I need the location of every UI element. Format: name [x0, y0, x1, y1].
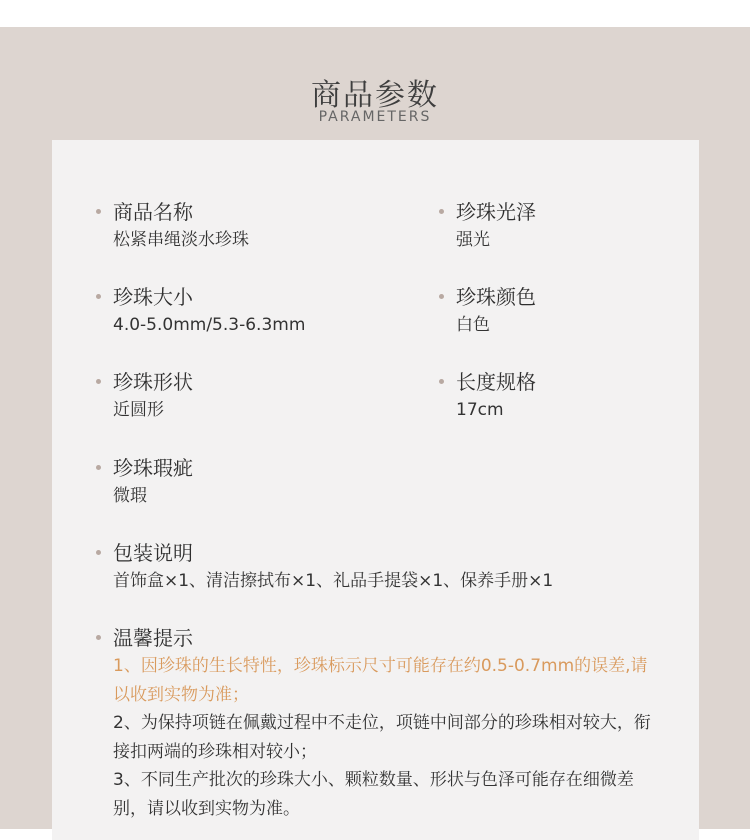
bullet-icon	[96, 294, 101, 299]
bullet-icon	[96, 379, 101, 384]
param-product-name	[113, 198, 249, 254]
param-label: 珍珠瑕疵	[113, 456, 193, 480]
tip-note: 3、不同生产批次的珍珠大小、颗粒数量、形状与色泽可能存在细微差别，请以收到实物为准。	[113, 770, 634, 819]
param-length-spec	[456, 368, 536, 424]
param-value: 松紧串绳淡水珍珠	[113, 230, 249, 250]
bullet-icon	[96, 209, 101, 214]
param-pearl-color	[456, 283, 536, 339]
param-package	[113, 539, 553, 595]
param-value: 白色	[456, 315, 490, 335]
bullet-icon	[96, 550, 101, 555]
bullet-icon	[439, 379, 444, 384]
param-label: 珍珠光泽	[456, 200, 536, 224]
param-value: 17cm	[456, 400, 504, 420]
param-pearl-flaw	[113, 454, 193, 510]
bullet-icon	[96, 465, 101, 470]
parameters-section	[0, 27, 750, 829]
param-pearl-size	[113, 283, 305, 339]
param-label: 珍珠颜色	[456, 285, 536, 309]
parameters-card	[52, 140, 699, 840]
param-label: 珍珠形状	[113, 370, 193, 394]
section-title: 商品参数	[311, 78, 439, 113]
tip-note: 2、为保持项链在佩戴过程中不走位，项链中间部分的珍珠相对较大，衔接扣两端的珍珠相对较小；	[113, 713, 651, 762]
param-pearl-luster	[456, 198, 536, 254]
param-label: 包装说明	[113, 541, 193, 565]
param-value: 近圆形	[113, 400, 164, 420]
section-subtitle: PARAMETERS	[318, 109, 432, 125]
param-label: 长度规格	[456, 370, 536, 394]
param-value: 强光	[456, 230, 490, 250]
bullet-icon	[96, 635, 101, 640]
param-pearl-shape	[113, 368, 193, 424]
param-tips	[113, 624, 653, 823]
param-label: 珍珠大小	[113, 285, 193, 309]
param-label: 商品名称	[113, 200, 193, 224]
param-value: 4.0-5.0mm/5.3-6.3mm	[113, 315, 306, 335]
param-value: 首饰盒×1、清洁擦拭布×1、礼品手提袋×1、保养手册×1	[113, 571, 554, 591]
tips-label: 温馨提示	[113, 626, 193, 650]
tip-note: 1、因珍珠的生长特性，珍珠标示尺寸可能存在约0.5-0.7mm的误差,请以收到实物为准；	[113, 656, 648, 705]
bullet-icon	[439, 209, 444, 214]
bullet-icon	[439, 294, 444, 299]
param-value: 微瑕	[113, 486, 147, 506]
